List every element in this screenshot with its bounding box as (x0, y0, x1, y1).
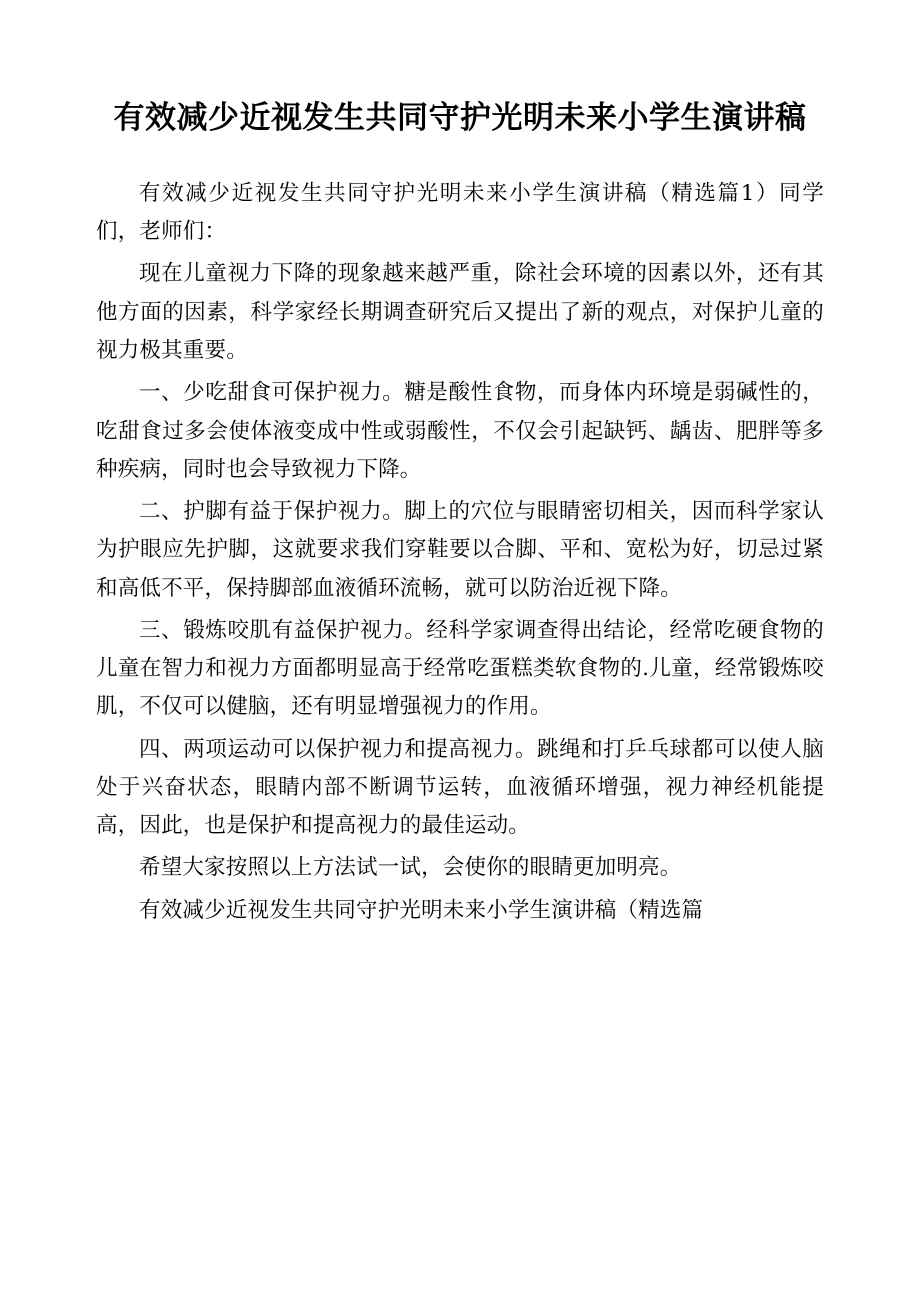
paragraph: 二、护脚有益于保护视力。脚上的穴位与眼睛密切相关，因而科学家认为护眼应先护脚，这就要求我们穿鞋要以合脚、平和、宽松为好，切忌过紧和高低不平，保持脚部血液循环流畅，就可以防治近视下降。 (96, 499, 824, 601)
document-body (96, 175, 824, 930)
paragraph: 有效减少近视发生共同守护光明未来小学生演讲稿（精选篇 (139, 897, 704, 923)
paragraph: 三、锻炼咬肌有益保护视力。经科学家调查得出结论，经常吃硬食物的儿童在智力和视力方面都明显高于经常吃蛋糕类软食物的.儿童，经常锻炼咬肌，不仅可以健脑，还有明显增强视力的作用。 (96, 617, 824, 720)
paragraph: 希望大家按照以上方法试一试，会使你的眼睛更加明亮。 (139, 855, 682, 881)
paragraph: 一、少吃甜食可保护视力。糖是酸性食物，而身体内环境是弱碱性的，吃甜食过多会使体液变成中性或弱酸性，不仅会引起缺钙、龋齿、肥胖等多种疾病，同时也会导致视力下降。 (96, 380, 824, 482)
paragraph: 有效减少近视发生共同守护光明未来小学生演讲稿（精选篇1）同学们，老师们： (96, 180, 824, 245)
page-title: 有效减少近视发生共同守护光明未来小学生演讲稿 (113, 100, 807, 136)
paragraph: 现在儿童视力下降的现象越来越严重，除社会环境的因素以外，还有其他方面的因素，科学家经长期调查研究后又提出了新的观点，对保护儿童的视力极其重要。 (96, 261, 824, 363)
paragraph: 四、两项运动可以保护视力和提高视力。跳绳和打乒乓球都可以使人脑处于兴奋状态，眼睛内部不断调节运转，血液循环增强，视力神经机能提高，因此，也是保护和提高视力的最佳运动。 (96, 736, 824, 839)
